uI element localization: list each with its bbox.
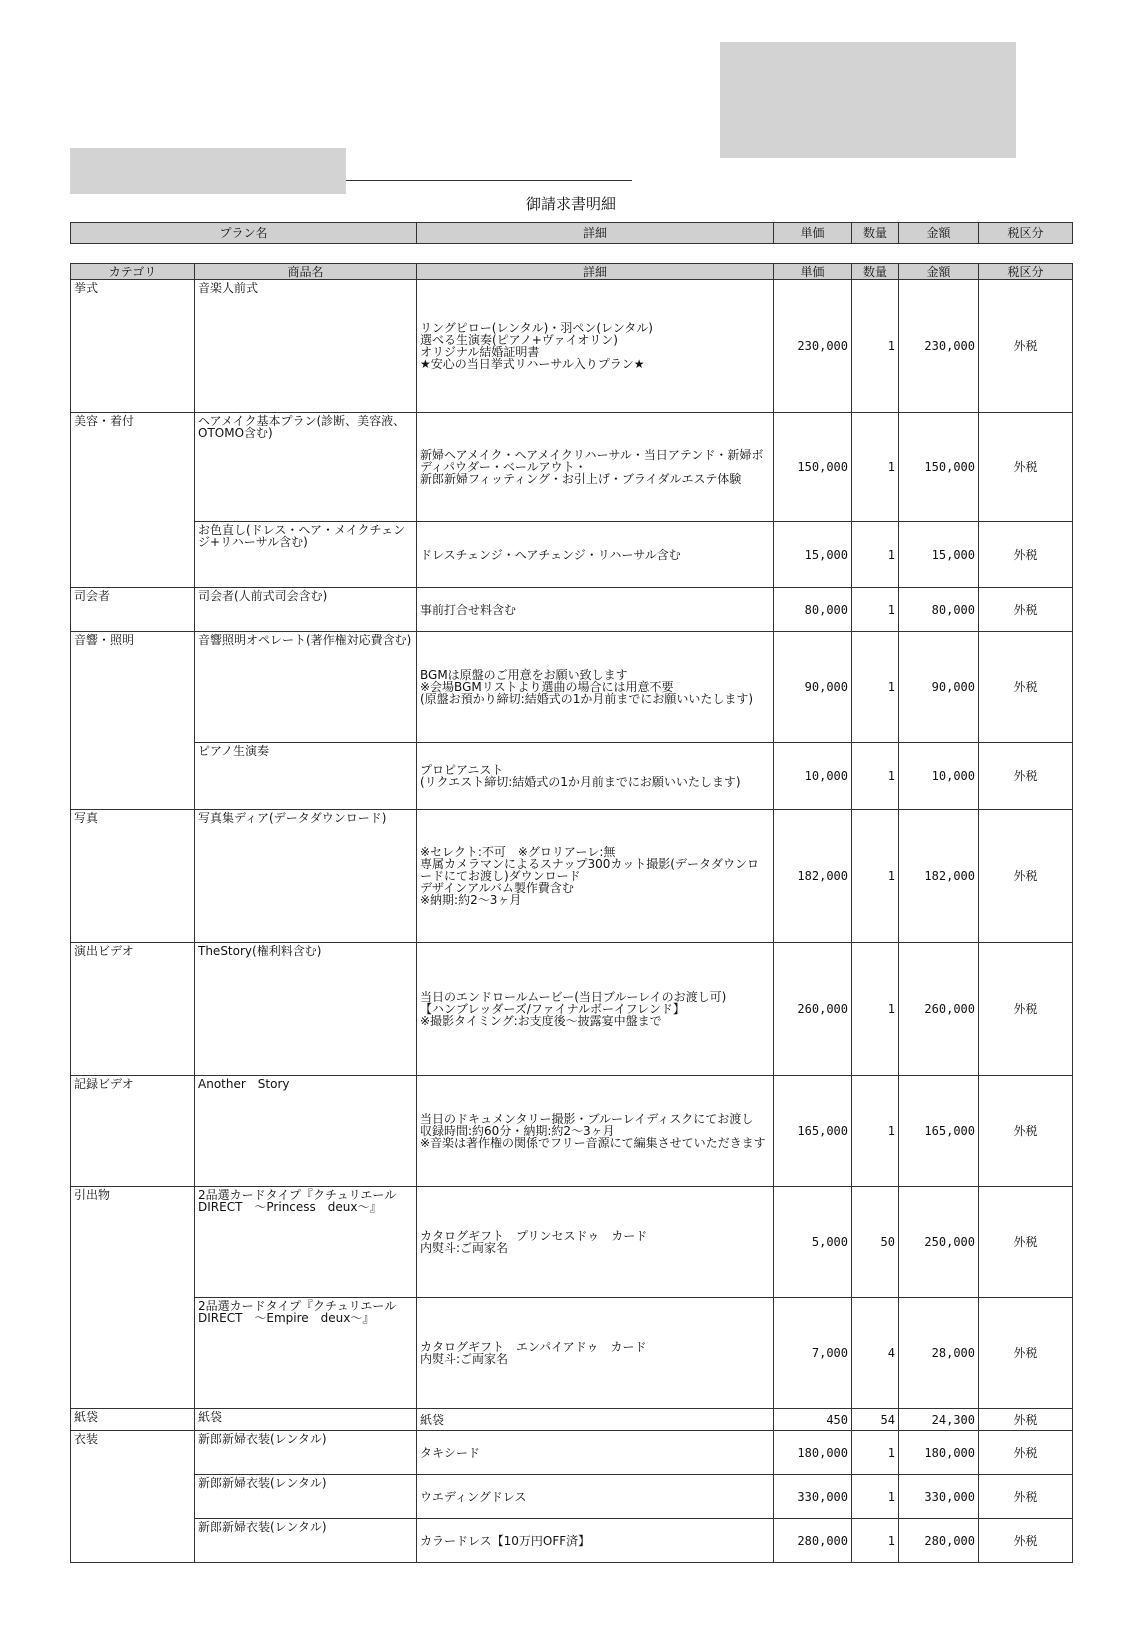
row-unit-price: 80,000 xyxy=(774,588,852,632)
row-quantity: 1 xyxy=(852,1475,899,1519)
row-quantity: 1 xyxy=(852,1076,899,1187)
row-details: カラードレス【10万円OFF済】 xyxy=(417,1519,774,1563)
row-details: カタログギフト エンパイアドゥ カード 内熨斗:ご両家名 xyxy=(417,1298,774,1409)
row-category: 美容・着付 xyxy=(71,413,195,522)
col-plan-name: プラン名 xyxy=(71,223,417,244)
row-quantity: 1 xyxy=(852,522,899,588)
row-details: ウエディングドレス xyxy=(417,1475,774,1519)
row-details: 事前打合せ料含む xyxy=(417,588,774,632)
row-unit-price: 10,000 xyxy=(774,743,852,810)
row-tax: 外税 xyxy=(979,810,1073,943)
row-tax: 外税 xyxy=(979,413,1073,522)
row-quantity: 1 xyxy=(852,943,899,1076)
redacted-block-top xyxy=(720,42,1016,158)
row-quantity: 1 xyxy=(852,413,899,522)
row-tax: 外税 xyxy=(979,1519,1073,1563)
row-unit-price: 260,000 xyxy=(774,943,852,1076)
col-details: 詳細 xyxy=(417,223,774,244)
redacted-recipient-name xyxy=(70,148,346,194)
row-category: 音響・照明 xyxy=(71,632,195,743)
row-tax: 外税 xyxy=(979,1076,1073,1187)
row-unit-price: 180,000 xyxy=(774,1431,852,1475)
table-row xyxy=(71,588,1073,632)
row-tax: 外税 xyxy=(979,1431,1073,1475)
row-quantity: 1 xyxy=(852,743,899,810)
row-unit-price: 150,000 xyxy=(774,413,852,522)
row-amount: 10,000 xyxy=(899,743,979,810)
row-category: 演出ビデオ xyxy=(71,943,195,1076)
row-details: 紙袋 xyxy=(417,1409,774,1431)
row-unit-price: 5,000 xyxy=(774,1187,852,1298)
row-category xyxy=(71,1298,195,1409)
row-product: ピアノ生演奏 xyxy=(195,743,417,810)
row-amount: 260,000 xyxy=(899,943,979,1076)
row-unit-price: 15,000 xyxy=(774,522,852,588)
row-product: お色直し(ドレス・ヘア・メイクチェンジ+リハーサル含む) xyxy=(195,522,417,588)
table-row xyxy=(71,280,1073,413)
plan-header-table xyxy=(70,222,1073,244)
row-category xyxy=(71,522,195,588)
row-details: 当日のドキュメンタリー撮影・ブルーレイディスクにてお渡し 収録時間:約60分・納期:約2〜3ヶ月 ※音楽は著作権の関係でフリー音源にて編集させていただきます xyxy=(417,1076,774,1187)
table-row xyxy=(71,1475,1073,1519)
table-row xyxy=(71,1409,1073,1431)
row-product: TheStory(権利料含む) xyxy=(195,943,417,1076)
row-unit-price: 7,000 xyxy=(774,1298,852,1409)
row-unit-price: 450 xyxy=(774,1409,852,1431)
row-amount: 250,000 xyxy=(899,1187,979,1298)
row-tax: 外税 xyxy=(979,588,1073,632)
row-amount: 24,300 xyxy=(899,1409,979,1431)
row-quantity: 1 xyxy=(852,588,899,632)
row-amount: 165,000 xyxy=(899,1076,979,1187)
row-category: 司会者 xyxy=(71,588,195,632)
row-tax: 外税 xyxy=(979,1409,1073,1431)
row-category: 引出物 xyxy=(71,1187,195,1298)
col-unit-price: 単価 xyxy=(774,223,852,244)
row-unit-price: 182,000 xyxy=(774,810,852,943)
row-category xyxy=(71,1519,195,1563)
items-table xyxy=(70,263,1073,1563)
row-quantity: 1 xyxy=(852,280,899,413)
items-body xyxy=(71,280,1073,1563)
row-tax: 外税 xyxy=(979,1475,1073,1519)
table-row xyxy=(71,743,1073,810)
col-category: カテゴリ xyxy=(71,264,195,280)
row-quantity: 1 xyxy=(852,810,899,943)
row-amount: 230,000 xyxy=(899,280,979,413)
row-category xyxy=(71,743,195,810)
row-product: 音響照明オペレート(著作権対応費含む) xyxy=(195,632,417,743)
row-amount: 28,000 xyxy=(899,1298,979,1409)
row-product: 紙袋 xyxy=(195,1409,417,1431)
row-category: 紙袋 xyxy=(71,1409,195,1431)
table-row xyxy=(71,1431,1073,1475)
row-unit-price: 280,000 xyxy=(774,1519,852,1563)
row-product: Another Story xyxy=(195,1076,417,1187)
row-category: 挙式 xyxy=(71,280,195,413)
row-details: 新婦ヘアメイク・ヘアメイクリハーサル・当日アテンド・新婦ボディパウダー・ベールアウト・ 新郎新婦フィッティング・お引上げ・ブライダルエステ体験 xyxy=(417,413,774,522)
plan-header-row xyxy=(71,223,1073,244)
row-amount: 330,000 xyxy=(899,1475,979,1519)
row-tax: 外税 xyxy=(979,743,1073,810)
row-details: 当日のエンドロールムービー(当日ブルーレイのお渡し可) 【ハンブレッダーズ/ファイナルボーイフレンド】 ※撮影タイミング:お支度後〜披露宴中盤まで xyxy=(417,943,774,1076)
row-tax: 外税 xyxy=(979,522,1073,588)
row-quantity: 50 xyxy=(852,1187,899,1298)
row-category: 記録ビデオ xyxy=(71,1076,195,1187)
row-tax: 外税 xyxy=(979,1298,1073,1409)
col-tax-class: 税区分 xyxy=(979,223,1073,244)
row-product: ヘアメイク基本プラン(診断、美容液、OTOMO含む) xyxy=(195,413,417,522)
row-product: 写真集ディア(データダウンロード) xyxy=(195,810,417,943)
row-quantity: 4 xyxy=(852,1298,899,1409)
row-unit-price: 330,000 xyxy=(774,1475,852,1519)
table-row xyxy=(71,413,1073,522)
row-details: BGMは原盤のご用意をお願い致します ※会場BGMリストより選曲の場合には用意不要 (原盤お預かり締切:結婚式の1か月前までにお願いいたします) xyxy=(417,632,774,743)
row-amount: 150,000 xyxy=(899,413,979,522)
table-row xyxy=(71,810,1073,943)
row-tax: 外税 xyxy=(979,280,1073,413)
col-product: 商品名 xyxy=(195,264,417,280)
row-product: 2品選カードタイプ『クチュリエール DIRECT 〜Princess deux〜』 xyxy=(195,1187,417,1298)
col-amount: 金額 xyxy=(899,223,979,244)
row-details: リングピロー(レンタル)・羽ペン(レンタル) 選べる生演奏(ピアノ+ヴァイオリン) オリジナル結婚証明書 ★安心の当日挙式リハーサル入りプラン★ xyxy=(417,280,774,413)
row-quantity: 54 xyxy=(852,1409,899,1431)
row-unit-price: 90,000 xyxy=(774,632,852,743)
col-tax-class: 税区分 xyxy=(979,264,1073,280)
items-header-row xyxy=(71,264,1073,280)
row-amount: 182,000 xyxy=(899,810,979,943)
row-category xyxy=(71,1475,195,1519)
recipient-underline xyxy=(346,180,632,181)
document-title: 御請求書明細 xyxy=(525,195,616,213)
table-row xyxy=(71,1187,1073,1298)
table-row xyxy=(71,522,1073,588)
row-amount: 80,000 xyxy=(899,588,979,632)
table-row xyxy=(71,1519,1073,1563)
row-tax: 外税 xyxy=(979,1187,1073,1298)
row-tax: 外税 xyxy=(979,632,1073,743)
row-details: カタログギフト プリンセスドゥ カード 内熨斗:ご両家名 xyxy=(417,1187,774,1298)
row-amount: 280,000 xyxy=(899,1519,979,1563)
row-quantity: 1 xyxy=(852,1519,899,1563)
row-category: 写真 xyxy=(71,810,195,943)
col-details: 詳細 xyxy=(417,264,774,280)
row-details: ※セレクト:不可 ※グロリアーレ:無 専属カメラマンによるスナップ300カット撮影(データダウンロードにてお渡し)ダウンロード デザインアルバム製作費含む ※納期:約2〜3ヶ月 xyxy=(417,810,774,943)
table-row xyxy=(71,632,1073,743)
row-quantity: 1 xyxy=(852,1431,899,1475)
col-unit-price: 単価 xyxy=(774,264,852,280)
table-row xyxy=(71,1076,1073,1187)
row-product: 新郎新婦衣装(レンタル) xyxy=(195,1519,417,1563)
row-details: ドレスチェンジ・ヘアチェンジ・リハーサル含む xyxy=(417,522,774,588)
row-product: 2品選カードタイプ『クチュリエール DIRECT 〜Empire deux〜』 xyxy=(195,1298,417,1409)
row-category: 衣装 xyxy=(71,1431,195,1475)
col-amount: 金額 xyxy=(899,264,979,280)
col-quantity: 数量 xyxy=(852,264,899,280)
row-amount: 180,000 xyxy=(899,1431,979,1475)
table-row xyxy=(71,1298,1073,1409)
row-tax: 外税 xyxy=(979,943,1073,1076)
row-details: プロピアニスト (リクエスト締切:結婚式の1か月前までにお願いいたします) xyxy=(417,743,774,810)
row-product: 新郎新婦衣装(レンタル) xyxy=(195,1475,417,1519)
row-quantity: 1 xyxy=(852,632,899,743)
row-unit-price: 165,000 xyxy=(774,1076,852,1187)
row-product: 音楽人前式 xyxy=(195,280,417,413)
row-amount: 90,000 xyxy=(899,632,979,743)
row-amount: 15,000 xyxy=(899,522,979,588)
row-product: 司会者(人前式司会含む) xyxy=(195,588,417,632)
table-row xyxy=(71,943,1073,1076)
col-quantity: 数量 xyxy=(852,223,899,244)
row-product: 新郎新婦衣装(レンタル) xyxy=(195,1431,417,1475)
row-details: タキシード xyxy=(417,1431,774,1475)
row-unit-price: 230,000 xyxy=(774,280,852,413)
